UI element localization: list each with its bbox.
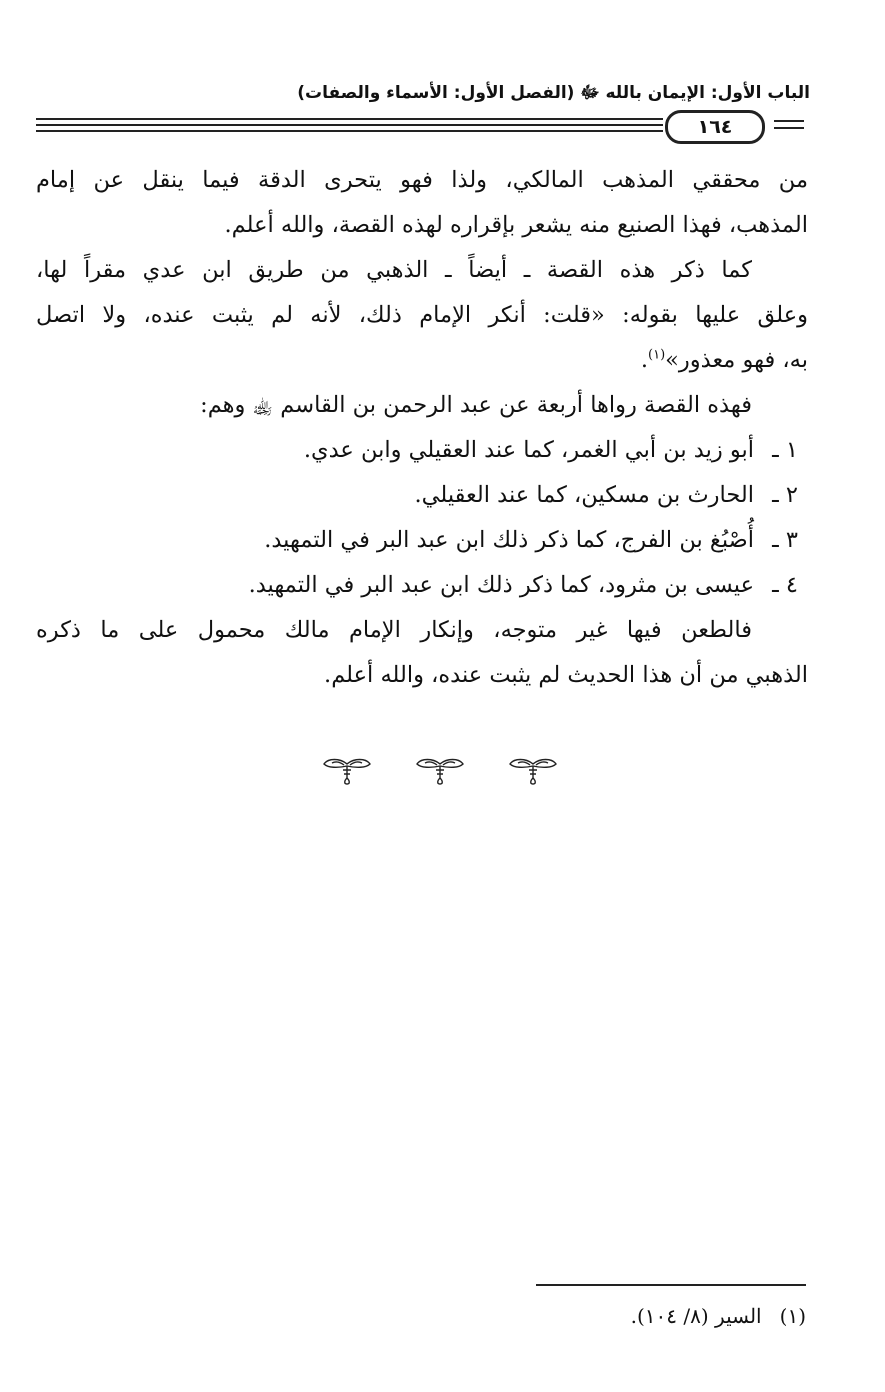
header-rule-bottom: [36, 130, 663, 132]
header-rule-top: [36, 118, 663, 120]
section-divider-ornaments: [320, 756, 560, 796]
page-number: ١٦٤: [697, 116, 733, 138]
header-rule-middle: [36, 124, 663, 126]
fleuron-icon: [413, 756, 467, 786]
list-item: [36, 473, 808, 518]
paragraph-1-line-2: المذهب، فهذا الصنيع منه يشعر بإقراره لهذه القصة، والله أعلم.: [224, 212, 808, 238]
paragraph-3: فهذه القصة رواها أربعة عن عبد الرحمن بن القاسم ﵀ وهم:: [200, 392, 752, 418]
list-item-number: ٢ ـ: [772, 482, 798, 508]
running-header-title: الباب الأول: الإيمان بالله ﷻ (الفصل الأول: الأسماء والصفات): [297, 83, 810, 103]
list-item-text: عيسى بن مثرود، كما ذكر ذلك ابن عبد البر في التمهيد.: [248, 572, 754, 598]
paragraph-2-line-2: وعلق عليها بقوله: «قلت: أنكر الإمام ذلك، لأنه لم يثبت عنده، ولا اتصل: [36, 302, 808, 328]
page-box-tick-lower: [774, 127, 804, 129]
paragraph-2-line-3: [36, 338, 808, 383]
footnote-reference[interactable]: (١): [648, 347, 666, 363]
paragraph-4-line-1: فالطعن فيها غير متوجه، وإنكار الإمام مالك محمول على ما ذكره: [36, 617, 752, 643]
list-item-text: أبو زيد بن أبي الغمر، كما عند العقيلي وابن عدي.: [303, 437, 754, 463]
list-item: [36, 563, 808, 608]
paragraph-1-line-1: من محققي المذهب المالكي، ولذا فهو يتحرى الدقة فيما ينقل عن إمام: [36, 167, 808, 193]
fleuron-icon: [506, 756, 560, 786]
paragraph-4-line-2: الذهبي من أن هذا الحديث لم يثبت عنده، والله أعلم.: [324, 662, 808, 688]
footnote: [536, 1304, 806, 1328]
paragraph-2-line-3-text: به، فهو معذور»: [665, 347, 808, 373]
page-number-box: [665, 110, 765, 144]
fleuron-icon: [320, 756, 374, 786]
list-item-number: ٤ ـ: [772, 572, 798, 598]
page-box-tick-upper: [774, 120, 804, 122]
footnote-text: السير (٨/ ١٠٤).: [630, 1304, 762, 1328]
paragraph-2-end-mark: .: [640, 347, 648, 373]
list-item: [36, 428, 808, 473]
footnote-separator: [536, 1284, 806, 1286]
list-item: [36, 518, 808, 563]
list-item-number: ٣ ـ: [772, 527, 798, 553]
main-text: [36, 158, 808, 698]
footnote-number: (١): [779, 1304, 806, 1328]
list-item-text: الحارث بن مسكين، كما عند العقيلي.: [414, 482, 754, 508]
list-item-text: أُصْبُغ بن الفرج، كما ذكر ذلك ابن عبد البر في التمهيد.: [264, 527, 754, 553]
list-item-number: ١ ـ: [772, 437, 798, 463]
paragraph-2-line-1: كما ذكر هذه القصة ـ أيضاً ـ الذهبي من طريق ابن عدي مقراً لها،: [36, 257, 752, 283]
